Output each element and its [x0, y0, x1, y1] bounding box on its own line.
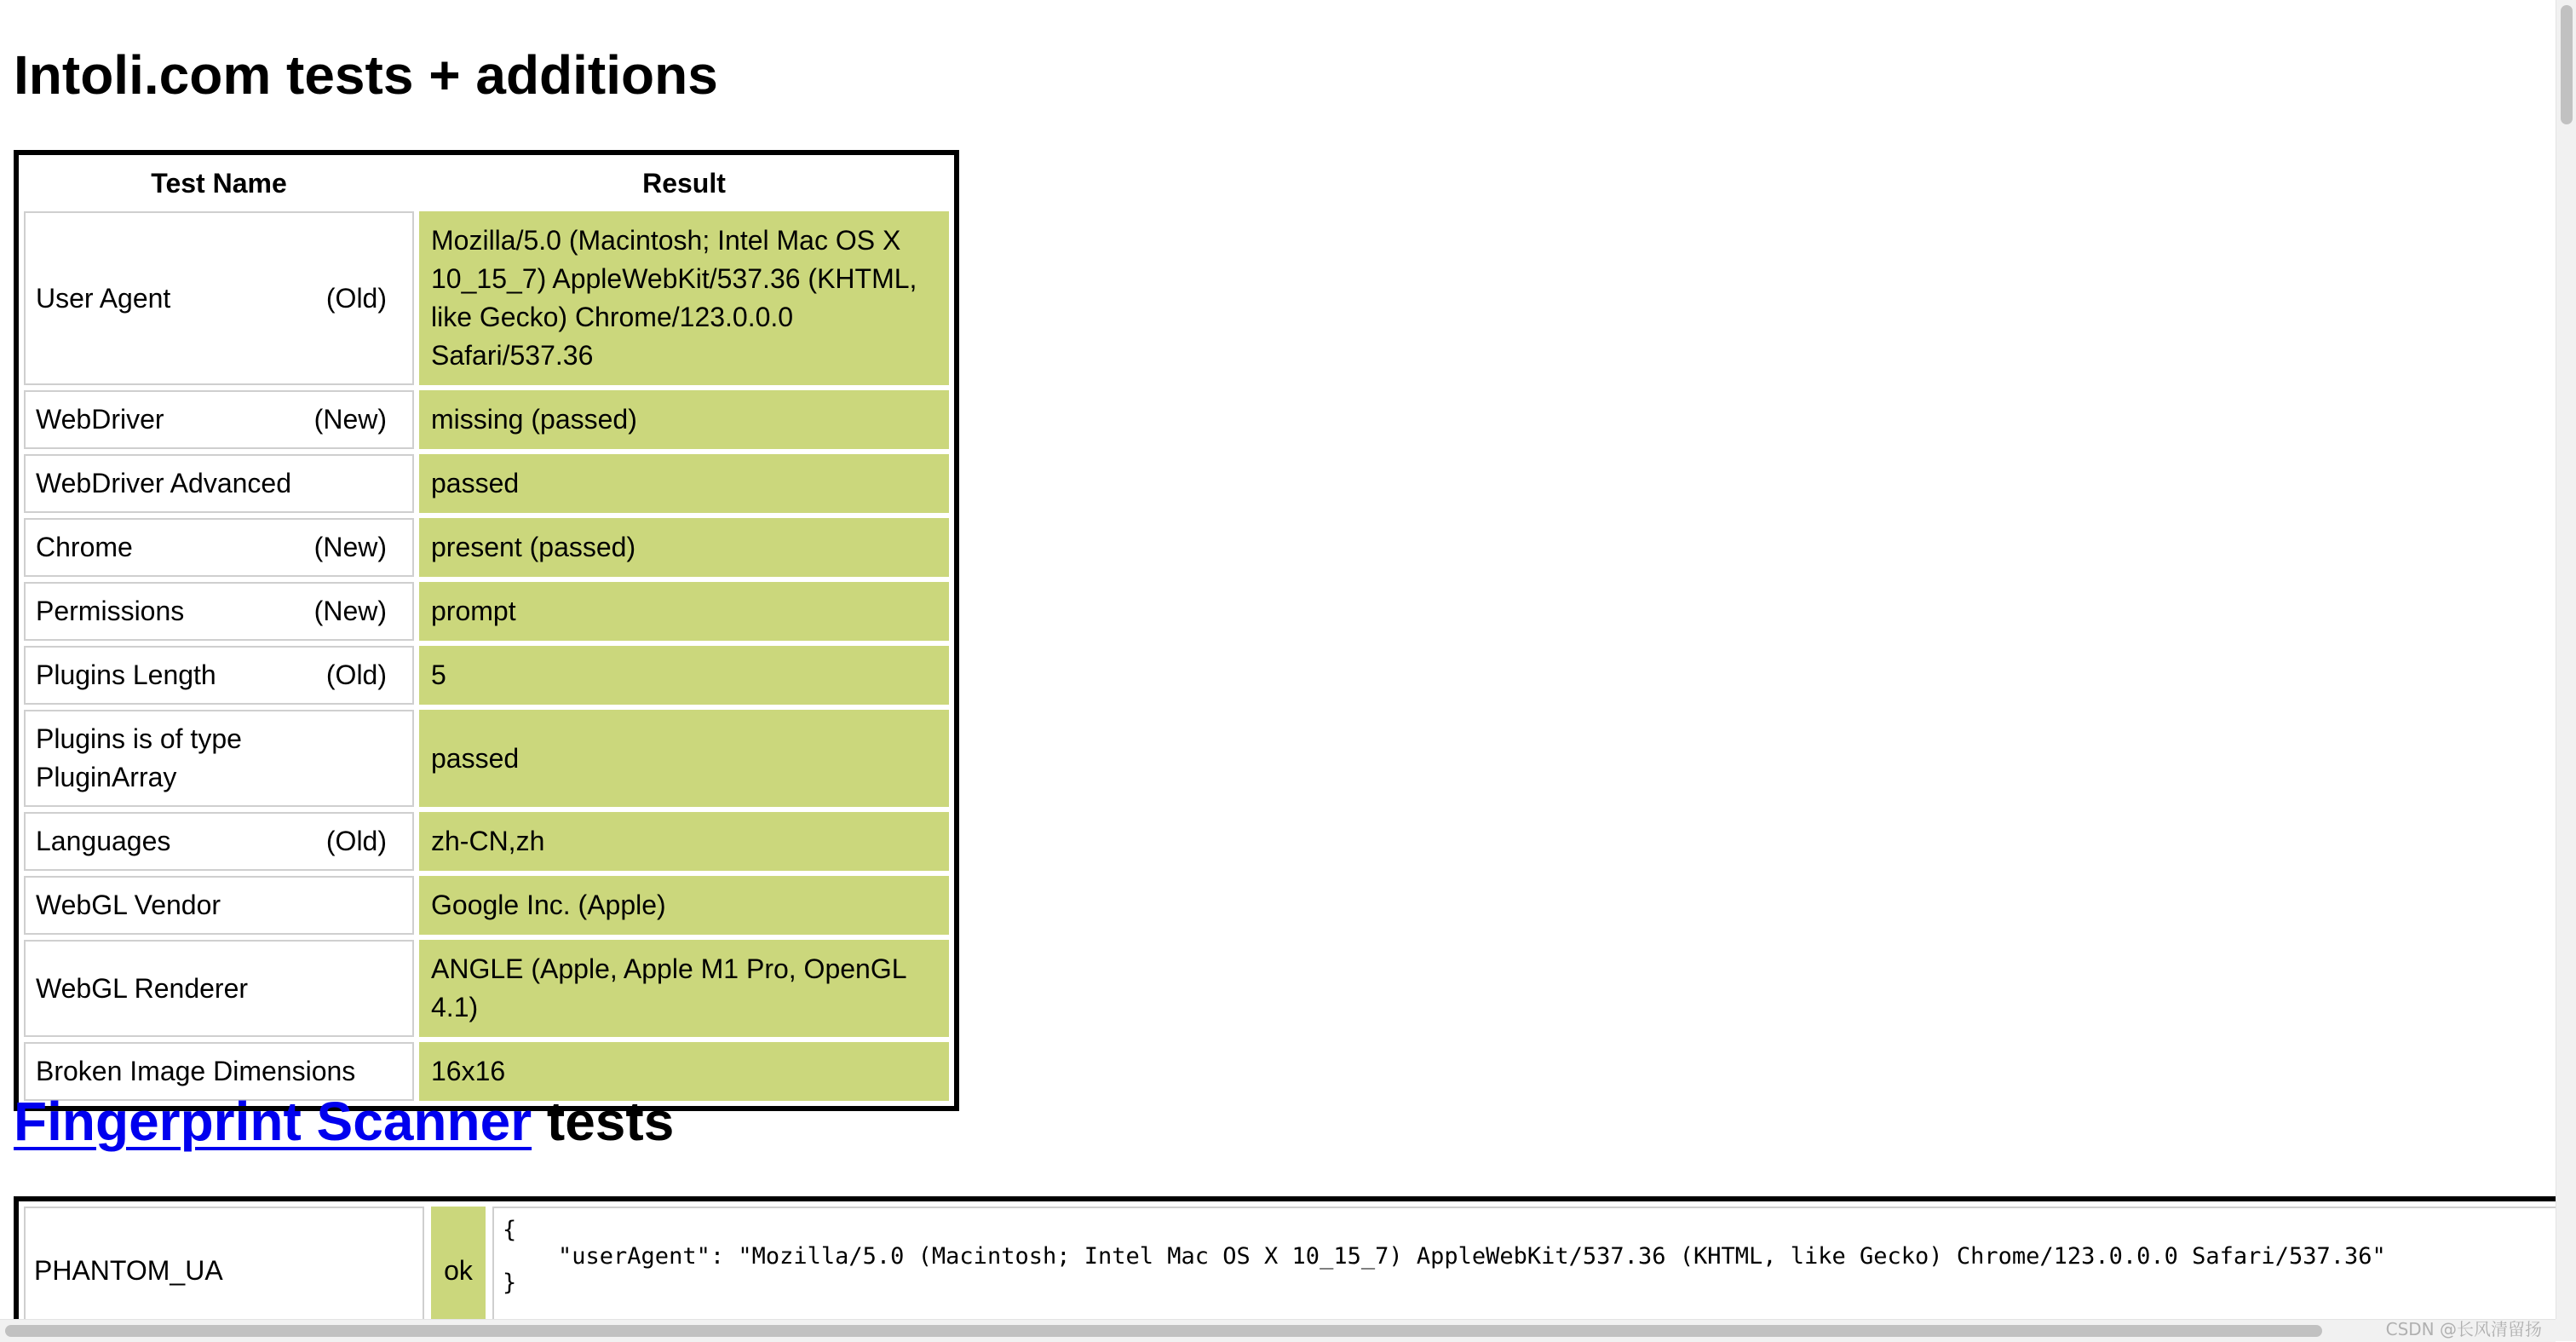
fingerprint-heading-suffix: tests	[532, 1091, 675, 1152]
test-name-cell	[24, 211, 414, 385]
test-result: ANGLE (Apple, Apple M1 Pro, OpenGL 4.1)	[419, 940, 949, 1037]
table-row	[24, 812, 949, 871]
table-row	[24, 390, 949, 449]
test-tag: (Old)	[325, 282, 387, 314]
intoli-results-table	[14, 150, 959, 1111]
test-name-cell	[24, 390, 414, 449]
test-name: Languages	[36, 826, 171, 856]
fingerprint-heading	[14, 1084, 674, 1159]
table-border-top	[14, 1196, 2556, 1201]
test-result: 16x16	[419, 1042, 949, 1101]
horizontal-scrollbar-thumb[interactable]	[5, 1325, 2322, 1337]
test-tag: (New)	[313, 596, 387, 626]
table-row	[24, 582, 949, 641]
test-name-cell	[24, 876, 414, 935]
table-border-left	[14, 1196, 19, 1319]
test-result: zh-CN,zh	[419, 812, 949, 871]
table-row	[24, 876, 949, 935]
test-tag: (New)	[313, 404, 387, 435]
fp-test-data: { "userAgent": "Mozilla/5.0 (Macintosh; Intel Mac OS X 10_15_7) AppleWebKit/537.36 (KHTML, like Gecko) Chrome/123.0.0.0 Safari/537.36" }	[492, 1207, 2556, 1319]
test-name: Plugins is of type PluginArray	[36, 723, 242, 792]
test-name: Permissions	[36, 596, 185, 626]
test-name-cell	[24, 812, 414, 871]
test-result: passed	[419, 710, 949, 807]
table-header-row	[24, 160, 949, 206]
test-name: WebGL Renderer	[36, 972, 249, 1004]
test-name: Plugins Length	[36, 659, 216, 690]
fp-test-name: PHANTOM_UA	[24, 1207, 424, 1319]
test-result: Google Inc. (Apple)	[419, 876, 949, 935]
test-name-cell	[24, 518, 414, 577]
test-result: prompt	[419, 582, 949, 641]
test-tag: (Old)	[325, 659, 387, 690]
watermark: CSDN @长风清留扬	[2385, 1319, 2542, 1339]
table-row	[24, 211, 949, 385]
test-result: passed	[419, 454, 949, 513]
test-name-cell	[24, 646, 414, 705]
test-name: WebDriver	[36, 404, 164, 435]
test-name: Broken Image Dimensions	[36, 1056, 356, 1086]
test-name: User Agent	[36, 282, 171, 314]
header-test-name: Test Name	[151, 167, 287, 199]
test-tag: (New)	[313, 532, 387, 562]
test-result: missing (passed)	[419, 390, 949, 449]
vertical-scrollbar-thumb[interactable]	[2561, 5, 2573, 124]
test-name-cell	[24, 454, 414, 513]
test-name-cell	[24, 582, 414, 641]
test-result: Mozilla/5.0 (Macintosh; Intel Mac OS X 10_15_7) AppleWebKit/537.36 (KHTML, like Gecko) Chrome/123.0.0.0 Safari/537.36	[419, 211, 949, 385]
table-row	[24, 646, 949, 705]
test-result: present (passed)	[419, 518, 949, 577]
test-name-cell	[24, 710, 414, 807]
header-result: Result	[642, 167, 726, 199]
table-row	[24, 710, 949, 807]
test-result: 5	[419, 646, 949, 705]
fp-test-status: ok	[431, 1207, 486, 1319]
test-name: WebDriver Advanced	[36, 468, 291, 498]
test-tag: (Old)	[325, 826, 387, 856]
fingerprint-scanner-link[interactable]: Fingerprint Scanner	[14, 1091, 532, 1152]
test-name: WebGL Vendor	[36, 890, 221, 920]
table-row	[24, 940, 949, 1037]
intoli-heading: Intoli.com tests + additions	[14, 44, 718, 106]
table-row	[24, 454, 949, 513]
vertical-scrollbar[interactable]	[2556, 0, 2576, 1319]
fingerprint-results-table	[14, 1196, 2556, 1319]
scrollbar-corner	[2556, 1319, 2576, 1341]
test-name-cell	[24, 940, 414, 1037]
test-name: Chrome	[36, 532, 133, 562]
table-row	[24, 518, 949, 577]
horizontal-scrollbar[interactable]	[0, 1319, 2556, 1342]
